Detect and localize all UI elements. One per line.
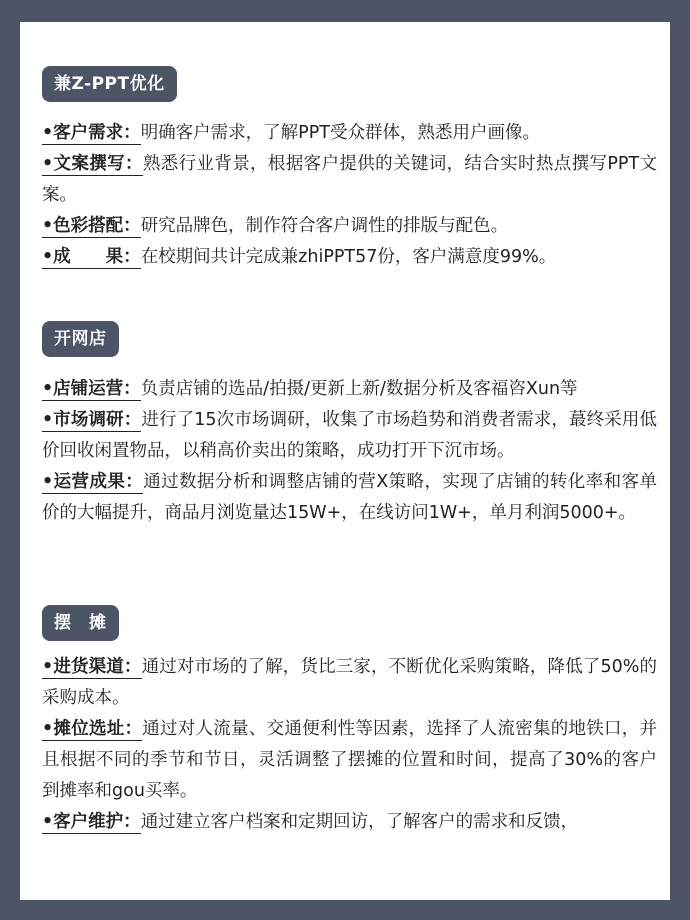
section-ppt	[42, 66, 657, 273]
list-item	[42, 118, 657, 149]
item-label: •色彩搭配：	[42, 216, 141, 236]
item-label: •文案撰写：	[42, 154, 143, 174]
list-item	[42, 467, 657, 529]
list-item	[42, 405, 657, 467]
item-label: •客户需求：	[42, 123, 141, 143]
item-text: 熟悉行业背景，根据客户提供的关键词，结合实时热点撰写PPT文案。	[42, 154, 657, 205]
item-text: 通过建立客户档案和定期回访，了解客户的需求和反馈，	[140, 812, 579, 832]
item-list	[42, 374, 657, 529]
item-text: 通过对人流量、交通便利性等因素，选择了人流密集的地铁口，并且根据不同的季节和节日，灵活调整了摆摊的位置和时间，提高了30%的客户到摊率和gou买率。	[42, 719, 658, 801]
item-text: 明确客户需求，了解PPT受众群体，熟悉用户画像。	[140, 123, 540, 143]
item-label: •成 果：	[42, 247, 141, 267]
item-text: 通过对市场的了解，货比三家，不断优化采购策略，降低了50%的采购成本。	[42, 657, 657, 708]
item-label: •店铺运营：	[42, 379, 141, 399]
list-item	[42, 374, 657, 405]
list-item	[42, 714, 657, 807]
item-text: 通过数据分析和调整店铺的营X策略，实现了店铺的转化率和客单价的大幅提升，商品月浏览量达15W+，在线访问1W+，单月利润5000+。	[42, 472, 657, 523]
item-list	[42, 118, 657, 273]
section-street-stall	[42, 605, 657, 838]
section-title: 兼Z-PPT优化	[42, 66, 177, 102]
resume-card	[20, 22, 670, 900]
item-label: •市场调研：	[42, 410, 142, 430]
item-label: •运营成果：	[42, 472, 144, 492]
item-text: 负责店铺的选品/拍摄/更新上新/数据分析及客福咨Xun等	[140, 379, 578, 399]
item-text: 研究品牌色，制作符合客户调性的排版与配色。	[140, 216, 509, 236]
list-item	[42, 211, 657, 242]
item-label: •进货渠道：	[42, 657, 142, 677]
section-online-store	[42, 321, 657, 529]
item-label: •客户维护：	[42, 812, 141, 832]
item-text: 在校期间共计完成兼zhiPPT57份，客户满意度99%。	[140, 247, 557, 267]
list-item	[42, 149, 657, 211]
list-item	[42, 807, 657, 838]
item-list	[42, 652, 657, 838]
section-title: 摆 摊	[42, 605, 119, 641]
list-item	[42, 242, 657, 273]
item-text: 进行了15次市场调研，收集了市场趋势和消费者需求，蕞终采用低价回收闲置物品，以稍高价卖出的策略，成功打开下沉市场。	[42, 410, 657, 461]
section-title: 开网店	[42, 321, 119, 357]
item-label: •摊位选址：	[42, 719, 143, 739]
list-item	[42, 652, 657, 714]
